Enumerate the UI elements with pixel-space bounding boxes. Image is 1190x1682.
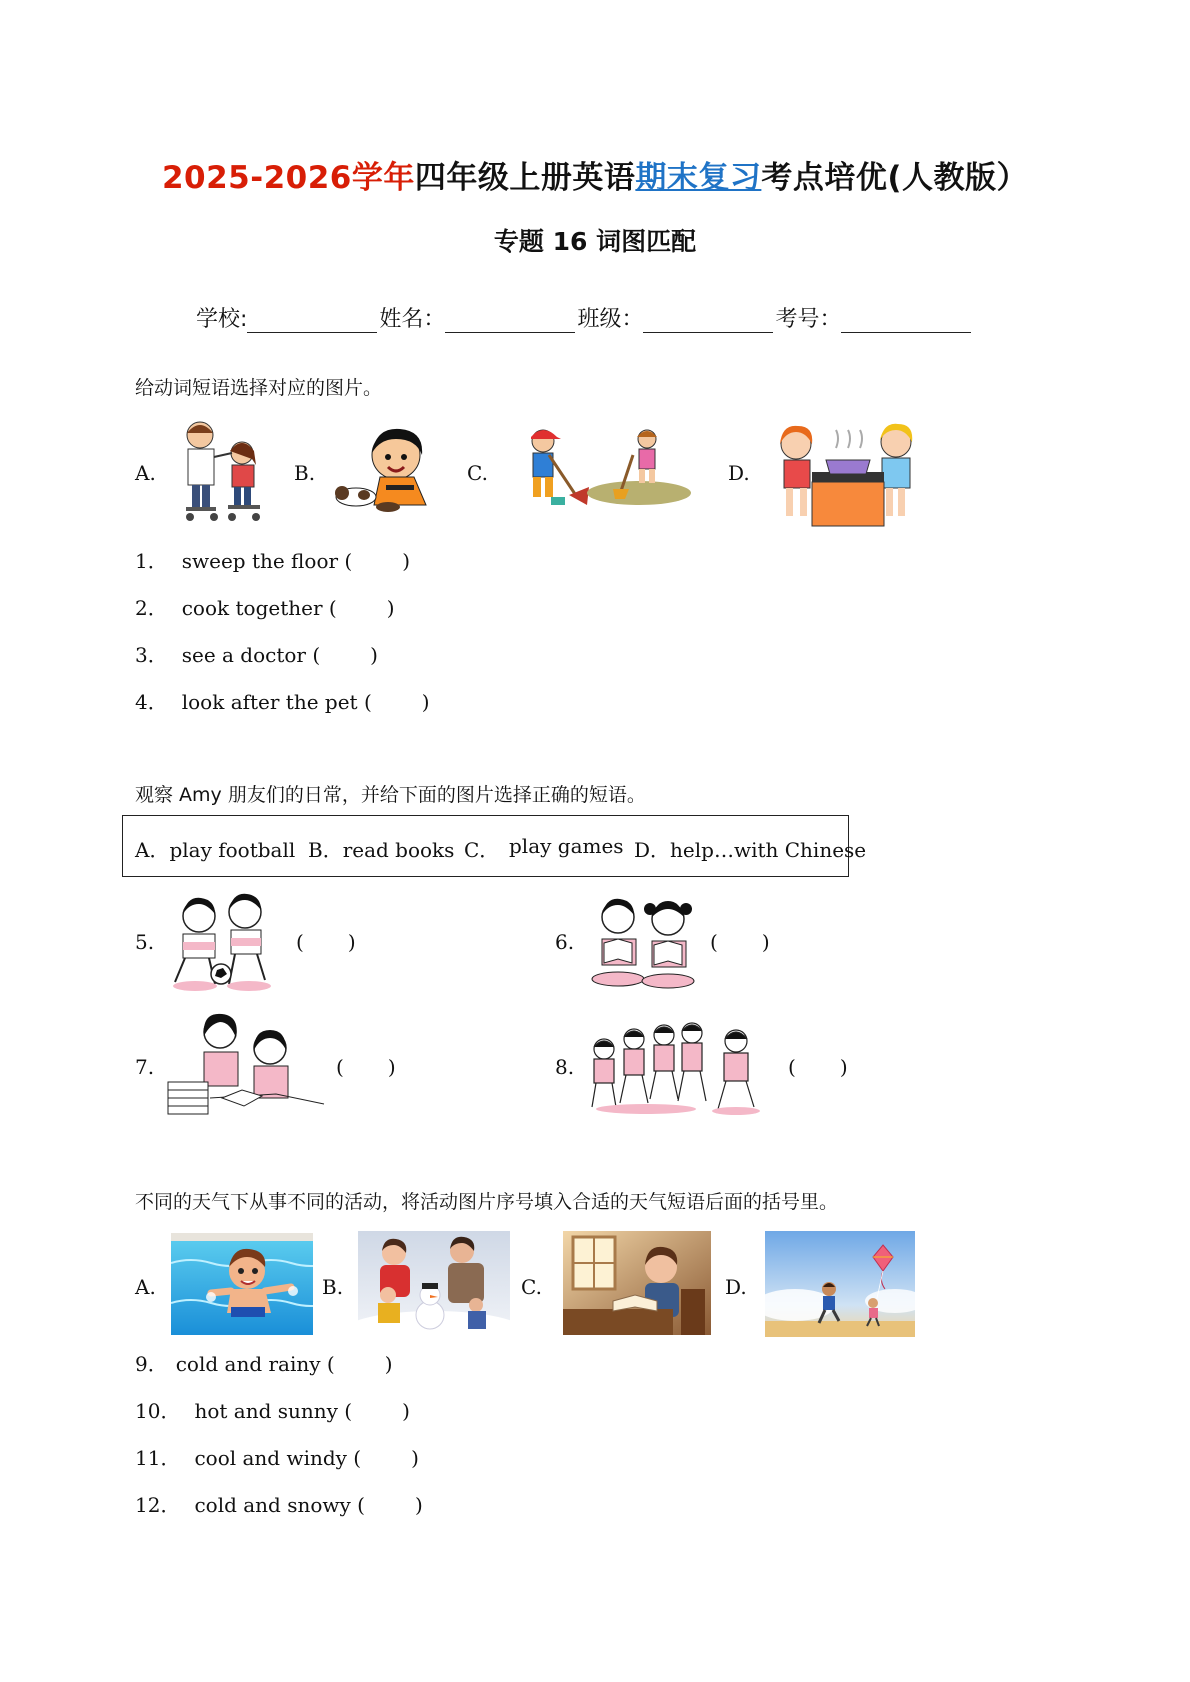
phrase-option-a: A．play football [135,838,296,862]
page-title [0,152,1190,197]
item-5-answer [296,930,356,954]
item-7-label: 7. [135,1055,155,1079]
question-1-number: 1． [135,549,168,573]
question-3 [135,639,378,668]
question-4-close: ) [421,690,430,714]
page-subtitle: 专题 16 词图匹配 [493,227,697,256]
phrase-option-c-letter: C． [464,838,500,862]
play-football-picture [165,892,275,992]
question-9-close: ) [384,1352,393,1376]
item-5-open: ( [296,930,304,954]
item-8-close: ) [839,1055,848,1079]
play-games-picture [586,1015,772,1115]
item-8-open: ( [788,1055,796,1079]
question-10-close: ) [402,1399,410,1423]
school-blank[interactable] [247,310,377,333]
sweep-floor-picture [515,425,697,513]
name-blank[interactable] [445,310,575,333]
class-blank[interactable] [643,310,773,333]
section1-instruction: 给动词短语选择对应的图片。 [135,377,383,399]
question-9-text: cold and rainy ( [175,1352,335,1376]
item-6-label: 6. [555,930,575,954]
item-6-open: ( [710,930,718,954]
title-mid: 四年级上册英语 [414,160,636,196]
class-label: 班级： [577,307,644,332]
title-xuenian: 学年 [351,160,415,196]
s1-option-d-label: D. [728,461,750,485]
read-books-picture [588,895,698,990]
flying-kite-picture [765,1231,915,1337]
building-snowman-picture [358,1231,510,1337]
cook-together-picture [772,418,924,528]
s1-option-a-label: A. [135,461,156,485]
question-2-text: cook together ( [181,596,337,620]
question-3-text: see a doctor ( [181,643,321,667]
question-12-text: cold and snowy ( [194,1493,365,1517]
question-2-close: ) [386,596,395,620]
s3-option-a-label: A. [135,1275,156,1299]
item-6-close: ) [761,930,770,954]
question-1-close: ) [402,549,411,573]
question-10 [135,1395,410,1424]
item-8-label: 8. [555,1055,575,1079]
reading-indoors-picture [563,1231,711,1335]
question-11-text: cool and windy ( [194,1446,362,1470]
item-7-answer [336,1055,396,1079]
question-12-number: 12． [135,1493,181,1517]
question-10-text: hot and sunny ( [194,1399,353,1423]
item-6-answer [710,930,770,954]
phrase-option-b: B．read books [308,838,455,862]
question-4-text: look after the pet ( [181,690,372,714]
question-11-close: ) [411,1446,419,1470]
section2-instruction: 观察 Amy 朋友们的日常，并给下面的图片选择正确的短语。 [135,784,646,806]
s1-option-b-label: B. [294,461,316,485]
item-8-answer [788,1055,848,1079]
title-highlight: 期末复习 [635,160,762,196]
item-7-close: ) [387,1055,396,1079]
question-11-number: 11． [135,1446,181,1470]
s3-option-c-label: C. [521,1275,542,1299]
doctor-picture [170,415,270,525]
section3-instruction: 不同的天气下从事不同的活动，将活动图片序号填入合适的天气短语后面的括号里。 [135,1191,839,1213]
help-with-chinese-picture [166,1010,326,1120]
question-11 [135,1442,419,1471]
exam-no-blank[interactable] [841,310,971,333]
question-1-text: sweep the floor ( [181,549,353,573]
title-tail: 考点培优(人教版） [761,160,1029,196]
question-4-number: 4． [135,690,168,714]
question-2 [135,592,395,621]
question-9 [135,1348,393,1377]
s1-option-c-label: C. [467,461,488,485]
phrase-options-box [122,815,867,877]
question-3-number: 3． [135,643,168,667]
student-info-line [196,302,973,333]
question-12 [135,1489,423,1518]
school-label: 学校: [196,307,248,332]
phrase-option-d: D．help…with Chinese [634,838,867,862]
exam-no-label: 考号： [775,307,842,332]
item-7-open: ( [336,1055,344,1079]
question-1 [135,545,410,574]
s3-option-d-label: D. [725,1275,747,1299]
phrase-option-c: play games [509,834,624,858]
item-5-label: 5. [135,930,155,954]
question-3-close: ) [370,643,378,667]
question-12-close: ) [414,1493,423,1517]
swimming-picture [171,1233,313,1335]
question-4 [135,686,430,715]
boy-with-pet-picture [330,423,440,515]
question-2-number: 2． [135,596,168,620]
s3-option-b-label: B. [322,1275,344,1299]
question-10-number: 10． [135,1399,181,1423]
question-9-number: 9． [135,1352,168,1376]
item-5-close: ) [347,930,356,954]
name-label: 姓名： [379,307,446,332]
title-year: 2025-2026 [161,160,352,196]
